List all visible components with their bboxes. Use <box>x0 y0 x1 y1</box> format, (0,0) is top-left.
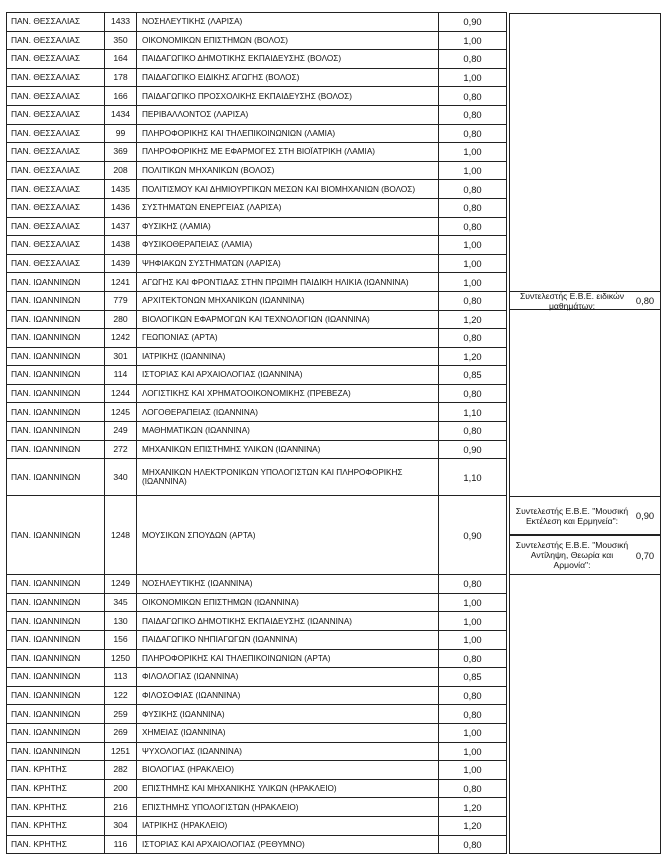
table-row <box>7 31 507 50</box>
coefficient-cell: 1,10 <box>439 403 507 422</box>
code-cell: 340 <box>105 459 137 496</box>
department-cell: ΙΣΤΟΡΙΑΣ ΚΑΙ ΑΡΧΑΙΟΛΟΓΙΑΣ (ΡΕΘΥΜΝΟ) <box>137 835 439 854</box>
department-cell: ΟΙΚΟΝΟΜΙΚΩΝ ΕΠΙΣΤΗΜΩΝ (ΙΩΑΝΝΙΝΑ) <box>137 593 439 612</box>
department-cell: ΠΑΙΔΑΓΩΓΙΚΟ ΝΗΠΙΑΓΩΓΩΝ (ΙΩΑΝΝΙΝΑ) <box>137 631 439 650</box>
table-row <box>7 236 507 255</box>
code-cell: 130 <box>105 612 137 631</box>
coefficient-cell: 0,80 <box>439 217 507 236</box>
university-cell: ΠΑΝ. ΙΩΑΝΝΙΝΩΝ <box>7 403 105 422</box>
university-cell: ΠΑΝ. ΙΩΑΝΝΙΝΩΝ <box>7 291 105 310</box>
department-cell: ΠΟΛΙΤΙΣΜΟΥ ΚΑΙ ΔΗΜΙΟΥΡΓΙΚΩΝ ΜΕΣΩΝ ΚΑΙ ΒΙΟΜΗΧΑΝΙΩΝ (ΒΟΛΟΣ) <box>137 180 439 199</box>
table-row <box>7 180 507 199</box>
code-cell: 259 <box>105 705 137 724</box>
department-cell: ΝΟΣΗΛΕΥΤΙΚΗΣ (ΙΩΑΝΝΙΝΑ) <box>137 575 439 594</box>
university-cell: ΠΑΝ. ΙΩΑΝΝΙΝΩΝ <box>7 686 105 705</box>
coefficients-page <box>6 12 660 854</box>
university-cell: ΠΑΝ. ΙΩΑΝΝΙΝΩΝ <box>7 440 105 459</box>
table-row <box>7 13 507 32</box>
code-cell: 1436 <box>105 198 137 217</box>
university-cell: ΠΑΝ. ΘΕΣΣΑΛΙΑΣ <box>7 87 105 106</box>
table-row <box>7 668 507 687</box>
coefficient-cell: 1,10 <box>439 459 507 496</box>
code-cell: 1251 <box>105 742 137 761</box>
university-cell: ΠΑΝ. ΙΩΑΝΝΙΝΩΝ <box>7 459 105 496</box>
university-cell: ΠΑΝ. ΘΕΣΣΑΛΙΑΣ <box>7 68 105 87</box>
coefficient-cell: 1,20 <box>439 347 507 366</box>
code-cell: 178 <box>105 68 137 87</box>
coefficient-cell: 1,00 <box>439 593 507 612</box>
university-cell: ΠΑΝ. ΙΩΑΝΝΙΝΩΝ <box>7 575 105 594</box>
table-row <box>7 105 507 124</box>
table-row <box>7 50 507 69</box>
code-cell: 1435 <box>105 180 137 199</box>
coefficient-cell: 0,85 <box>439 668 507 687</box>
university-cell: ΠΑΝ. ΙΩΑΝΝΙΝΩΝ <box>7 742 105 761</box>
university-cell: ΠΑΝ. ΙΩΑΝΝΙΝΩΝ <box>7 384 105 403</box>
university-cell: ΠΑΝ. ΘΕΣΣΑΛΙΑΣ <box>7 50 105 69</box>
department-cell: ΠΛΗΡΟΦΟΡΙΚΗΣ ΜΕ ΕΦΑΡΜΟΓΕΣ ΣΤΗ ΒΙΟΪΑΤΡΙΚΗ (ΛΑΜΙΑ) <box>137 143 439 162</box>
table-row <box>7 440 507 459</box>
table-row <box>7 366 507 385</box>
coefficients-table <box>6 12 507 854</box>
coefficient-cell: 0,80 <box>439 686 507 705</box>
table-row <box>7 742 507 761</box>
table-row <box>7 291 507 310</box>
code-cell: 1434 <box>105 105 137 124</box>
code-cell: 208 <box>105 161 137 180</box>
department-cell: ΠΑΙΔΑΓΩΓΙΚΟ ΔΗΜΟΤΙΚΗΣ ΕΚΠΑΙΔΕΥΣΗΣ (ΒΟΛΟΣ) <box>137 50 439 69</box>
table-row <box>7 631 507 650</box>
table-row <box>7 143 507 162</box>
table-row <box>7 724 507 743</box>
architecture-special-label: Συντελεστής Ε.Β.Ε. ειδικών μαθημάτων: <box>519 290 625 311</box>
department-cell: ΕΠΙΣΤΗΜΗΣ ΚΑΙ ΜΗΧΑΝΙΚΗΣ ΥΛΙΚΩΝ (ΗΡΑΚΛΕΙΟ) <box>137 779 439 798</box>
university-cell: ΠΑΝ. ΙΩΑΝΝΙΝΩΝ <box>7 329 105 348</box>
coefficient-cell: 1,00 <box>439 742 507 761</box>
university-cell: ΠΑΝ. ΘΕΣΣΑΛΙΑΣ <box>7 31 105 50</box>
coefficient-cell: 1,00 <box>439 254 507 273</box>
code-cell: 345 <box>105 593 137 612</box>
code-cell: 156 <box>105 631 137 650</box>
university-cell: ΠΑΝ. ΙΩΑΝΝΙΝΩΝ <box>7 668 105 687</box>
university-cell: ΠΑΝ. ΙΩΑΝΝΙΝΩΝ <box>7 422 105 441</box>
department-cell: ΠΟΛΙΤΙΚΩΝ ΜΗΧΑΝΙΚΩΝ (ΒΟΛΟΣ) <box>137 161 439 180</box>
code-cell: 272 <box>105 440 137 459</box>
table-row <box>7 798 507 817</box>
table-row <box>7 310 507 329</box>
department-cell: ΙΑΤΡΙΚΗΣ (ΗΡΑΚΛΕΙΟ) <box>137 816 439 835</box>
coefficient-cell: 1,00 <box>439 31 507 50</box>
university-cell: ΠΑΝ. ΙΩΑΝΝΙΝΩΝ <box>7 310 105 329</box>
university-cell: ΠΑΝ. ΚΡΗΤΗΣ <box>7 835 105 854</box>
coefficient-cell: 0,80 <box>439 384 507 403</box>
code-cell: 114 <box>105 366 137 385</box>
coefficient-cell: 0,80 <box>439 575 507 594</box>
university-cell: ΠΑΝ. ΘΕΣΣΑΛΙΑΣ <box>7 143 105 162</box>
department-cell: ΝΟΣΗΛΕΥΤΙΚΗΣ (ΛΑΡΙΣΑ) <box>137 13 439 32</box>
university-cell: ΠΑΝ. ΙΩΑΝΝΙΝΩΝ <box>7 496 105 575</box>
university-cell: ΠΑΝ. ΘΕΣΣΑΛΙΑΣ <box>7 105 105 124</box>
table-row <box>7 254 507 273</box>
department-cell: ΦΥΣΙΚΗΣ (ΙΩΑΝΝΙΝΑ) <box>137 705 439 724</box>
music-performance-value: 0,90 <box>635 510 655 521</box>
table-row <box>7 496 507 575</box>
university-cell: ΠΑΝ. ΘΕΣΣΑΛΙΑΣ <box>7 217 105 236</box>
table-row <box>7 403 507 422</box>
code-cell: 1242 <box>105 329 137 348</box>
music-performance-box <box>509 496 661 536</box>
coefficient-cell: 0,80 <box>439 835 507 854</box>
table-row <box>7 816 507 835</box>
code-cell: 282 <box>105 761 137 780</box>
code-cell: 280 <box>105 310 137 329</box>
table-row <box>7 347 507 366</box>
department-cell: ΦΙΛΟΛΟΓΙΑΣ (ΙΩΑΝΝΙΝΑ) <box>137 668 439 687</box>
department-cell: ΦΥΣΙΚΟΘΕΡΑΠΕΙΑΣ (ΛΑΜΙΑ) <box>137 236 439 255</box>
table-row <box>7 593 507 612</box>
department-cell: ΨΥΧΟΛΟΓΙΑΣ (ΙΩΑΝΝΙΝΑ) <box>137 742 439 761</box>
table-row <box>7 384 507 403</box>
department-cell: ΜΗΧΑΝΙΚΩΝ ΕΠΙΣΤΗΜΗΣ ΥΛΙΚΩΝ (ΙΩΑΝΝΙΝΑ) <box>137 440 439 459</box>
table-row <box>7 575 507 594</box>
code-cell: 1245 <box>105 403 137 422</box>
music-performance-label: Συντελεστής Ε.Β.Ε. "Μουσική Εκτέλεση και Ερμηνεία": <box>515 505 629 526</box>
coefficient-cell: 1,20 <box>439 310 507 329</box>
coefficient-cell: 0,80 <box>439 779 507 798</box>
coefficient-cell: 1,00 <box>439 143 507 162</box>
table-row <box>7 705 507 724</box>
coefficient-cell: 0,85 <box>439 366 507 385</box>
university-cell: ΠΑΝ. ΙΩΑΝΝΙΝΩΝ <box>7 649 105 668</box>
university-cell: ΠΑΝ. ΙΩΑΝΝΙΝΩΝ <box>7 631 105 650</box>
department-cell: ΑΡΧΙΤΕΚΤΟΝΩΝ ΜΗΧΑΝΙΚΩΝ (ΙΩΑΝΝΙΝΑ) <box>137 291 439 310</box>
coefficient-cell: 0,80 <box>439 422 507 441</box>
department-cell: ΨΗΦΙΑΚΩΝ ΣΥΣΤΗΜΑΤΩΝ (ΛΑΡΙΣΑ) <box>137 254 439 273</box>
code-cell: 122 <box>105 686 137 705</box>
code-cell: 1438 <box>105 236 137 255</box>
university-cell: ΠΑΝ. ΙΩΑΝΝΙΝΩΝ <box>7 273 105 292</box>
coefficient-cell: 0,90 <box>439 440 507 459</box>
coefficient-cell: 0,80 <box>439 124 507 143</box>
code-cell: 99 <box>105 124 137 143</box>
code-cell: 1439 <box>105 254 137 273</box>
department-cell: ΦΥΣΙΚΗΣ (ΛΑΜΙΑ) <box>137 217 439 236</box>
code-cell: 301 <box>105 347 137 366</box>
coefficient-cell: 0,80 <box>439 198 507 217</box>
coefficient-cell: 0,80 <box>439 180 507 199</box>
table-row <box>7 217 507 236</box>
department-cell: ΛΟΓΟΘΕΡΑΠΕΙΑΣ (ΙΩΑΝΝΙΝΑ) <box>137 403 439 422</box>
university-cell: ΠΑΝ. ΘΕΣΣΑΛΙΑΣ <box>7 161 105 180</box>
university-cell: ΠΑΝ. ΚΡΗΤΗΣ <box>7 816 105 835</box>
coefficient-cell: 0,80 <box>439 649 507 668</box>
department-cell: ΟΙΚΟΝΟΜΙΚΩΝ ΕΠΙΣΤΗΜΩΝ (ΒΟΛΟΣ) <box>137 31 439 50</box>
university-cell: ΠΑΝ. ΘΕΣΣΑΛΙΑΣ <box>7 124 105 143</box>
university-cell: ΠΑΝ. ΚΡΗΤΗΣ <box>7 761 105 780</box>
table-row <box>7 198 507 217</box>
coefficient-cell: 1,00 <box>439 612 507 631</box>
architecture-special-box <box>509 291 661 310</box>
coefficient-cell: 1,00 <box>439 724 507 743</box>
architecture-special-value: 0,80 <box>635 295 655 307</box>
university-cell: ΠΑΝ. ΚΡΗΤΗΣ <box>7 798 105 817</box>
table-row <box>7 329 507 348</box>
department-cell: ΜΟΥΣΙΚΩΝ ΣΠΟΥΔΩΝ (ΑΡΤΑ) <box>137 496 439 575</box>
department-cell: ΙΣΤΟΡΙΑΣ ΚΑΙ ΑΡΧΑΙΟΛΟΓΙΑΣ (ΙΩΑΝΝΙΝΑ) <box>137 366 439 385</box>
coefficient-cell: 1,00 <box>439 631 507 650</box>
code-cell: 1244 <box>105 384 137 403</box>
code-cell: 113 <box>105 668 137 687</box>
coefficient-cell: 1,20 <box>439 816 507 835</box>
coefficient-cell: 0,80 <box>439 50 507 69</box>
code-cell: 116 <box>105 835 137 854</box>
coefficient-cell: 0,90 <box>439 13 507 32</box>
department-cell: ΕΠΙΣΤΗΜΗΣ ΥΠΟΛΟΓΙΣΤΩΝ (ΗΡΑΚΛΕΙΟ) <box>137 798 439 817</box>
code-cell: 1241 <box>105 273 137 292</box>
department-cell: ΜΗΧΑΝΙΚΩΝ ΗΛΕΚΤΡΟΝΙΚΩΝ ΥΠΟΛΟΓΙΣΤΩΝ ΚΑΙ ΠΛΗΡΟΦΟΡΙΚΗΣ (ΙΩΑΝΝΙΝΑ) <box>137 459 439 496</box>
code-cell: 1248 <box>105 496 137 575</box>
code-cell: 249 <box>105 422 137 441</box>
coefficient-cell: 0,80 <box>439 705 507 724</box>
department-cell: ΒΙΟΛΟΓΙΚΩΝ ΕΦΑΡΜΟΓΩΝ ΚΑΙ ΤΕΧΝΟΛΟΓΙΩΝ (ΙΩΑΝΝΙΝΑ) <box>137 310 439 329</box>
table-row <box>7 779 507 798</box>
code-cell: 1250 <box>105 649 137 668</box>
university-cell: ΠΑΝ. ΘΕΣΣΑΛΙΑΣ <box>7 236 105 255</box>
department-cell: ΦΙΛΟΣΟΦΙΑΣ (ΙΩΑΝΝΙΝΑ) <box>137 686 439 705</box>
code-cell: 1437 <box>105 217 137 236</box>
department-cell: ΧΗΜΕΙΑΣ (ΙΩΑΝΝΙΝΑ) <box>137 724 439 743</box>
side-column-frame <box>509 13 661 854</box>
table-row <box>7 68 507 87</box>
table-row <box>7 835 507 854</box>
department-cell: ΛΟΓΙΣΤΙΚΗΣ ΚΑΙ ΧΡΗΜΑΤΟΟΙΚΟΝΟΜΙΚΗΣ (ΠΡΕΒΕΖΑ) <box>137 384 439 403</box>
code-cell: 304 <box>105 816 137 835</box>
coefficient-cell: 1,00 <box>439 273 507 292</box>
code-cell: 166 <box>105 87 137 106</box>
coefficient-cell: 1,00 <box>439 761 507 780</box>
coefficient-cell: 0,80 <box>439 105 507 124</box>
table-row <box>7 124 507 143</box>
coefficient-cell: 1,00 <box>439 161 507 180</box>
music-perception-value: 0,70 <box>635 549 655 561</box>
table-row <box>7 459 507 496</box>
university-cell: ΠΑΝ. ΘΕΣΣΑΛΙΑΣ <box>7 198 105 217</box>
music-perception-label: Συντελεστής Ε.Β.Ε. "Μουσική Αντίληψη, Θεωρία και Αρμονία": <box>515 540 629 570</box>
table-row <box>7 422 507 441</box>
code-cell: 269 <box>105 724 137 743</box>
code-cell: 164 <box>105 50 137 69</box>
department-cell: ΜΑΘΗΜΑΤΙΚΩΝ (ΙΩΑΝΝΙΝΑ) <box>137 422 439 441</box>
coefficient-cell: 1,00 <box>439 68 507 87</box>
table-row <box>7 649 507 668</box>
code-cell: 216 <box>105 798 137 817</box>
department-cell: ΑΓΩΓΗΣ ΚΑΙ ΦΡΟΝΤΙΔΑΣ ΣΤΗΝ ΠΡΩΙΜΗ ΠΑΙΔΙΚΗ ΗΛΙΚΙΑ (ΙΩΑΝΝΙΝΑ) <box>137 273 439 292</box>
coefficient-cell: 1,00 <box>439 236 507 255</box>
table-row <box>7 612 507 631</box>
university-cell: ΠΑΝ. ΘΕΣΣΑΛΙΑΣ <box>7 254 105 273</box>
department-cell: ΠΕΡΙΒΑΛΛΟΝΤΟΣ (ΛΑΡΙΣΑ) <box>137 105 439 124</box>
department-cell: ΠΑΙΔΑΓΩΓΙΚΟ ΔΗΜΟΤΙΚΗΣ ΕΚΠΑΙΔΕΥΣΗΣ (ΙΩΑΝΝΙΝΑ) <box>137 612 439 631</box>
department-cell: ΣΥΣΤΗΜΑΤΩΝ ΕΝΕΡΓΕΙΑΣ (ΛΑΡΙΣΑ) <box>137 198 439 217</box>
university-cell: ΠΑΝ. ΙΩΑΝΝΙΝΩΝ <box>7 724 105 743</box>
university-cell: ΠΑΝ. ΙΩΑΝΝΙΝΩΝ <box>7 612 105 631</box>
table-row <box>7 161 507 180</box>
coefficient-cell: 0,90 <box>439 496 507 575</box>
university-cell: ΠΑΝ. ΘΕΣΣΑΛΙΑΣ <box>7 13 105 32</box>
university-cell: ΠΑΝ. ΘΕΣΣΑΛΙΑΣ <box>7 180 105 199</box>
department-cell: ΠΛΗΡΟΦΟΡΙΚΗΣ ΚΑΙ ΤΗΛΕΠΙΚΟΙΝΩΝΙΩΝ (ΑΡΤΑ) <box>137 649 439 668</box>
department-cell: ΠΛΗΡΟΦΟΡΙΚΗΣ ΚΑΙ ΤΗΛΕΠΙΚΟΙΝΩΝΙΩΝ (ΛΑΜΙΑ) <box>137 124 439 143</box>
coefficient-cell: 0,80 <box>439 291 507 310</box>
table-row <box>7 686 507 705</box>
university-cell: ΠΑΝ. ΚΡΗΤΗΣ <box>7 779 105 798</box>
department-cell: ΒΙΟΛΟΓΙΑΣ (ΗΡΑΚΛΕΙΟ) <box>137 761 439 780</box>
university-cell: ΠΑΝ. ΙΩΑΝΝΙΝΩΝ <box>7 347 105 366</box>
music-perception-box <box>509 535 661 575</box>
university-cell: ΠΑΝ. ΙΩΑΝΝΙΝΩΝ <box>7 366 105 385</box>
coefficient-cell: 0,80 <box>439 87 507 106</box>
code-cell: 200 <box>105 779 137 798</box>
code-cell: 350 <box>105 31 137 50</box>
department-cell: ΓΕΩΠΟΝΙΑΣ (ΑΡΤΑ) <box>137 329 439 348</box>
code-cell: 1433 <box>105 13 137 32</box>
coefficients-table-body <box>7 13 507 854</box>
code-cell: 779 <box>105 291 137 310</box>
department-cell: ΠΑΙΔΑΓΩΓΙΚΟ ΠΡΟΣΧΟΛΙΚΗΣ ΕΚΠΑΙΔΕΥΣΗΣ (ΒΟΛΟΣ) <box>137 87 439 106</box>
coefficient-cell: 0,80 <box>439 329 507 348</box>
university-cell: ΠΑΝ. ΙΩΑΝΝΙΝΩΝ <box>7 593 105 612</box>
table-row <box>7 273 507 292</box>
department-cell: ΙΑΤΡΙΚΗΣ (ΙΩΑΝΝΙΝΑ) <box>137 347 439 366</box>
department-cell: ΠΑΙΔΑΓΩΓΙΚΟ ΕΙΔΙΚΗΣ ΑΓΩΓΗΣ (ΒΟΛΟΣ) <box>137 68 439 87</box>
table-row <box>7 761 507 780</box>
table-row <box>7 87 507 106</box>
code-cell: 1249 <box>105 575 137 594</box>
university-cell: ΠΑΝ. ΙΩΑΝΝΙΝΩΝ <box>7 705 105 724</box>
code-cell: 369 <box>105 143 137 162</box>
coefficient-cell: 1,20 <box>439 798 507 817</box>
